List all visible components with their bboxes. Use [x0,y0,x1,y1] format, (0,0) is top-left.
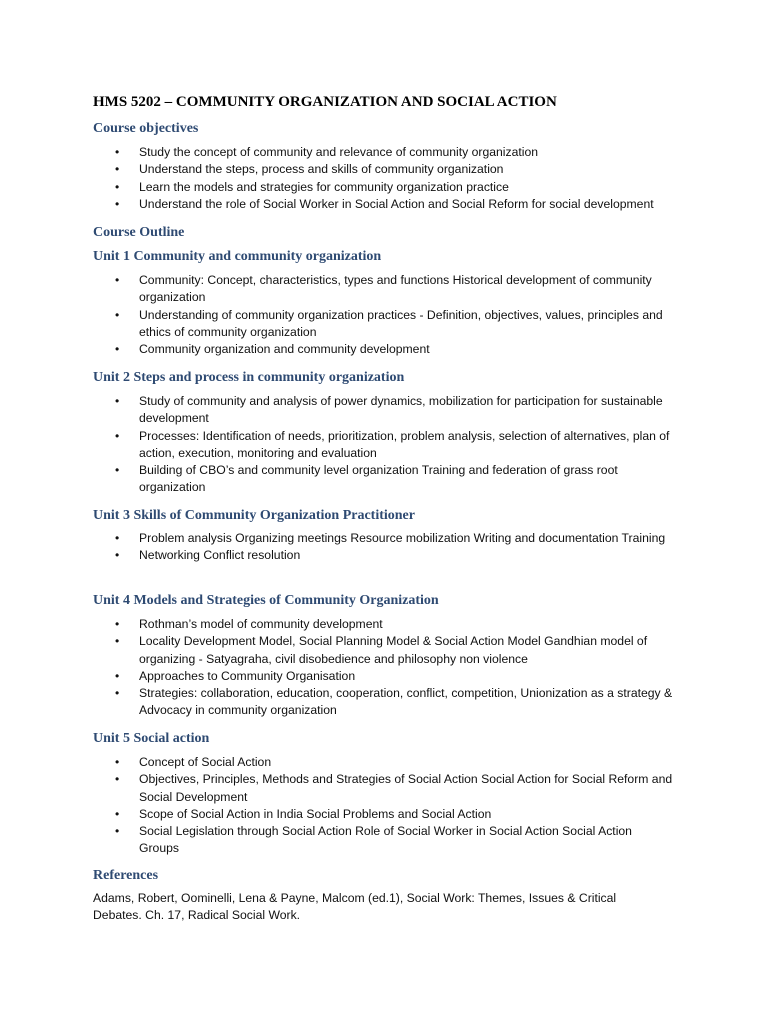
bullet-icon: • [115,548,120,563]
list-item: • Community: Concept, characteristics, types and functions Historical development of community organization [115,273,652,305]
list-item: • Study the concept of community and relevance of community organization [115,144,675,161]
list-item: • Approaches to Community Organisation [115,668,675,685]
references-heading: References [93,868,159,883]
list-item: • Objectives, Principles, Methods and Strategies of Social Action Social Action for Social Reform and Social Development [115,772,673,804]
list-item: • Strategies: collaboration, education, cooperation, conflict, competition, Unionization as a strategy & Advocacy in community organization [115,686,673,718]
unit-2-heading: Unit 2 Steps and process in community organization [93,370,405,385]
unit-2-list [115,393,675,497]
course-title: HMS 5202 – COMMUNITY ORGANIZATION AND SOCIAL ACTION [93,94,557,110]
list-item: • Understand the steps, process and skills of community organization [115,161,675,178]
bullet-icon: • [115,617,120,631]
unit-1-heading: Unit 1 Community and community organization [93,249,382,264]
list-item: • Networking Conflict resolution [115,547,675,564]
list-item: • Processes: Identification of needs, prioritization, problem analysis, selection of alternatives, plan of action, execution, monitoring and evaluation [115,428,670,460]
list-item: • Problem analysis Organizing meetings Resource mobilization Writing and documentation Training [115,530,675,547]
unit-4-list [115,616,675,720]
list-item: • Study of community and analysis of power dynamics, mobilization for participation for sustainable development [115,394,663,426]
bullet-icon: • [115,394,120,408]
bullet-icon: • [115,668,120,683]
bullet-icon: • [115,196,120,211]
list-item: • Locality Development Model, Social Planning Model & Social Action Model Gandhian model of organizing - Satyagraha, civil disobedience and philosophy non violence [115,634,648,666]
list-item: • Community organization and community development [115,341,675,358]
bullet-icon: • [115,179,120,194]
list-item: • Building of CBO’s and community level organization Training and federation of grass root organization [115,463,618,495]
list-item: • Scope of Social Action in India Social Problems and Social Action [115,806,675,823]
bullet-icon: • [115,755,120,769]
bullet-icon: • [115,307,120,322]
bullet-icon: • [115,806,120,821]
bullet-icon: • [115,428,120,443]
list-item: • Rothman’s model of community development [115,616,675,633]
list-item: • Understand the role of Social Worker in Social Action and Social Reform for social development [115,196,675,213]
objectives-list [115,144,675,213]
list-item: • Concept of Social Action [115,754,675,771]
bullet-icon: • [115,273,120,287]
reference-entry: Adams, Robert, Oominelli, Lena & Payne, Malcom (ed.1), Social Work: Themes, Issues & Critical Debates. Ch. 17, Radical Social Work. [93,891,617,923]
bullet-icon: • [115,686,120,701]
bullet-icon: • [115,145,120,159]
list-item: • Social Legislation through Social Action Role of Social Worker in Social Action Social Action Groups [115,824,632,856]
bullet-icon: • [115,531,120,545]
bullet-icon: • [115,463,120,478]
bullet-icon: • [115,162,120,177]
unit-1-list [115,272,675,358]
unit-5-heading: Unit 5 Social action [93,731,210,746]
list-item: • Learn the models and strategies for community organization practice [115,179,675,196]
bullet-icon: • [115,772,120,787]
bullet-icon: • [115,824,120,839]
bullet-icon: • [115,342,120,357]
unit-5-list [115,754,675,858]
bullet-icon: • [115,634,120,649]
unit-4-heading: Unit 4 Models and Strategies of Community Organization [93,593,439,608]
outline-heading: Course Outline [93,225,185,240]
list-item: • Understanding of community organization practices - Definition, objectives, values, principles and ethics of community organization [115,307,663,339]
unit-3-list [115,530,675,565]
objectives-heading: Course objectives [93,121,199,136]
unit-3-heading: Unit 3 Skills of Community Organization Practitioner [93,508,415,523]
